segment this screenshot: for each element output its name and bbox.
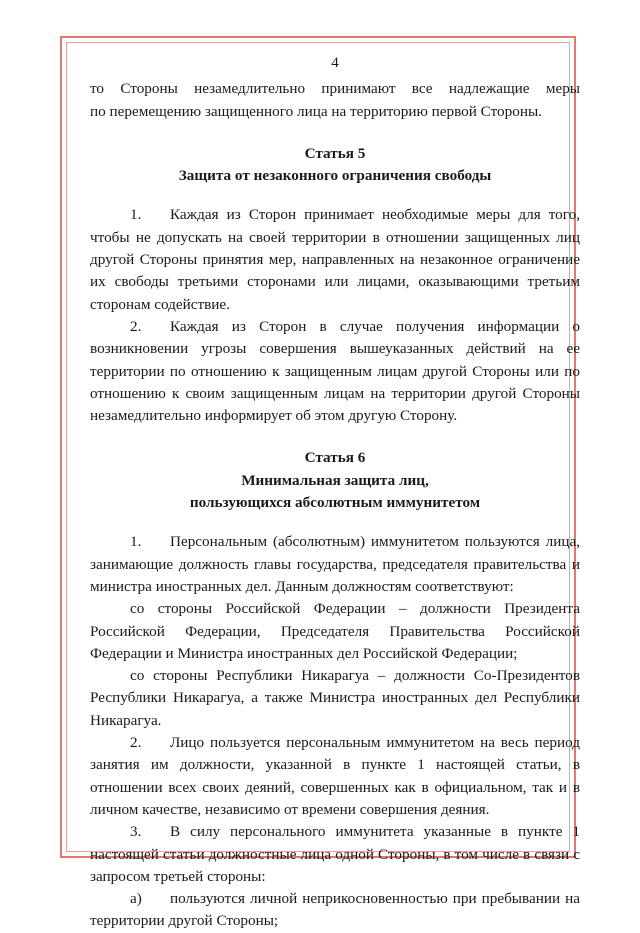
article-6-paragraph-3a [90,888,580,933]
article-6-pa-text: пользуются личной неприкосновенностью при пребывании на территории другой Стороны; [90,890,580,930]
article-5-title: Статья 5 [304,144,366,162]
article-6-p1-number: 1. [130,533,142,551]
article-6-title: Статья 6 [304,449,366,467]
article-5-p1-number: 1. [130,206,142,224]
intro-line-1: то Стороны незамедлительно принимают все надлежащие меры [90,80,580,98]
article-6-paragraph-1 [90,531,580,598]
article-6-p2-text: Лицо пользуется персональным иммунитетом на весь период занятия им должности, указанной в пункте 1 настоящей статьи, в отношении всех своих деяний, совершенных как в официальном, так и в личном качестве, независимо от времени совершения деяния. [90,734,580,818]
article-5-p2-number: 2. [130,317,142,335]
article-6-p1-text: Персональным (абсолютным) иммунитетом пользуются лица, занимающие должность главы государства, председателя правительства и министра иностранных дел. Данным должностям соответствуют: [90,533,580,595]
article-5-p1-text: Каждая из Сторон принимает необходимые меры для того, чтобы не допускать на своей территории в отношении защищенных лиц другой Стороны принятия мер, направленных на незаконное ограничение их свободы третьими сторонами или лицами, оказывающими третьим сторонам содействие. [90,206,580,313]
article-6-paragraph-1-nicaragua: со стороны Республики Никарагуа – должности Со-Президентов Республики Никарагуа, а также Министра иностранных дел Республики Никарагуа. [90,667,580,729]
intro-line-2: по перемещению защищенного лица на территорию первой Стороны. [90,102,542,120]
article-6-p2-number: 2. [130,734,142,752]
article-6-p3-text: В силу персонального иммунитета указанные в пункте 1 настоящей статьи должностные лица одной Стороны, в том числе в связи с запросом третьей стороны: [90,823,580,885]
article-5-subtitle: Защита от незаконного ограничения свободы [178,167,492,185]
document-body [90,52,580,933]
article-6-paragraph-3 [90,821,580,888]
article-6-subtitle-line-2: пользующихся абсолютным иммунитетом [189,494,481,512]
article-5-paragraph-1 [90,204,580,315]
article-6-paragraph-2 [90,732,580,821]
article-6-paragraph-1-rf: со стороны Российской Федерации – должности Президента Российской Федерации, Председателя Правительства Российской Федерации и Министра иностранных дел Российской Федерации; [90,600,580,662]
article-6-pa-number: а) [130,890,142,908]
article-6-p3-number: 3. [130,823,142,841]
article-5-paragraph-2 [90,316,580,427]
article-6-subtitle-line-1: Минимальная защита лиц, [241,471,429,489]
page-number: 4 [331,55,339,71]
article-5-p2-text: Каждая из Сторон в случае получения информации о возникновении угрозы совершения вышеуказанных действий на ее территории по отношению к защищенным лицам другой Стороны или по отношению к своим защищенным лицам на территории другой Стороны незамедлительно информирует об этом другую Сторону. [90,317,580,425]
